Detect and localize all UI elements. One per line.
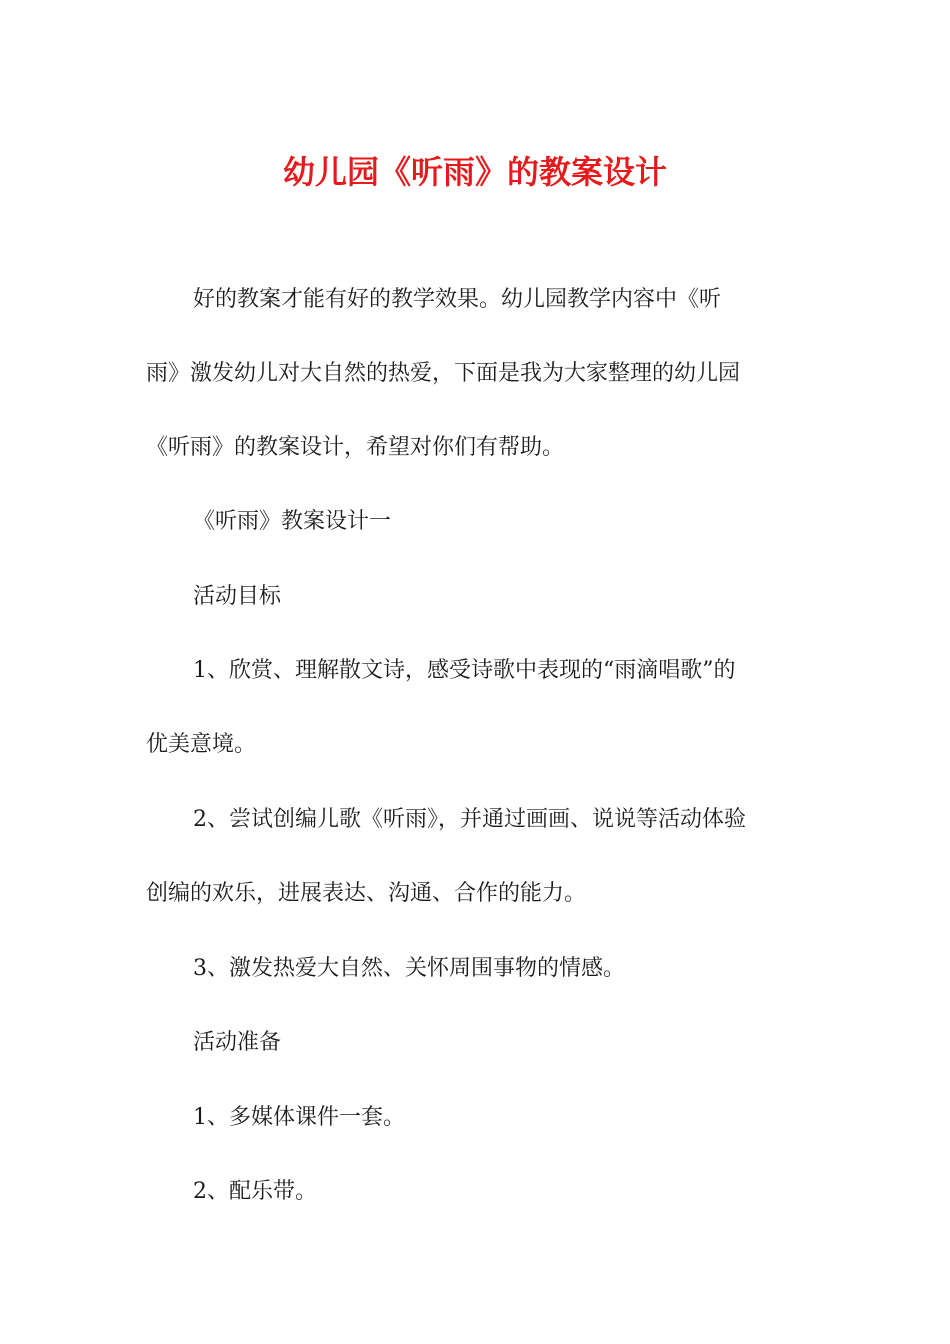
- paragraph-line-2: 雨》激发幼儿对大自然的热爱，下面是我为大家整理的幼儿园: [146, 361, 741, 386]
- section-heading-goals: 活动目标: [193, 584, 282, 609]
- document-title: 幼儿园《听雨》的教案设计: [282, 153, 667, 191]
- section-heading-preparation: 活动准备: [193, 1030, 282, 1055]
- section-heading-design-one: 《听雨》教案设计一: [193, 509, 392, 534]
- goal-item-3: 3、激发热爱大自然、关怀周围事物的情感。: [193, 956, 625, 981]
- paragraph-line-1: 好的教案才能有好的教学效果。幼儿园教学内容中《听: [193, 287, 722, 312]
- preparation-item-2: 2、配乐带。: [193, 1179, 317, 1204]
- paragraph-line-3: 《听雨》的教案设计，希望对你们有帮助。: [146, 435, 565, 460]
- goal-item-2-line-1: 2、尝试创编儿歌《听雨》，并通过画画、说说等活动体验: [193, 807, 746, 832]
- preparation-item-1: 1、多媒体课件一套。: [193, 1105, 405, 1130]
- goal-item-1-line-2: 优美意境。: [146, 732, 257, 757]
- goal-item-1-line-1: 1、欣赏、理解散文诗，感受诗歌中表现的“雨滴唱歌”的: [193, 658, 736, 683]
- goal-item-2-line-2: 创编的欢乐，进展表达、沟通、合作的能力。: [146, 881, 587, 906]
